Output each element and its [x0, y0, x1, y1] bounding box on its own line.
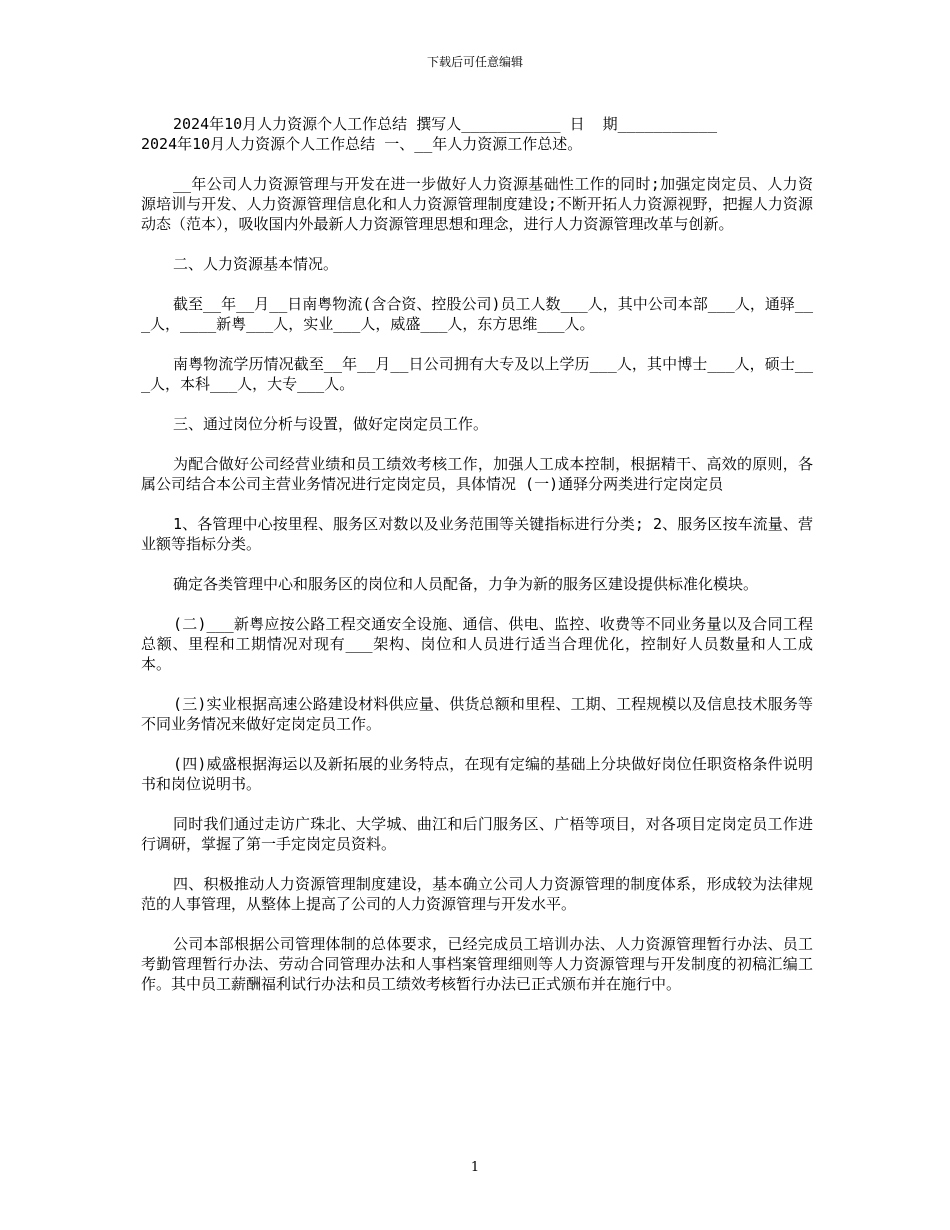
section-heading: 三、通过岗位分析与设置，做好定岗定员工作。: [173, 415, 489, 433]
paragraph: (三)实业根据高速公路建设材料供应量、供货总额和里程、工期、工程规模以及信息技术服务等不同业务情况来做好定岗定员工作。: [141, 695, 813, 733]
section-heading: 四、积极推动人力资源管理制度建设，基本确立公司人力资源管理的制度体系，形成较为法律规范的人事管理，从整体上提高了公司的人力资源管理与开发水平。: [141, 875, 813, 913]
paragraph: (四)威盛根据海运以及新拓展的业务特点，在现有定编的基础上分块做好岗位任职资格条件说明书和岗位说明书。: [141, 755, 813, 793]
paragraph: 截至__年__月__日南粤物流(含合资、控股公司)员工人数___人，其中公司本部___人，通驿___人，____新粤___人，实业___人，威盛___人，东方思维___人。: [141, 295, 813, 333]
paragraph: 公司本部根据公司管理体制的总体要求，已经完成员工培训办法、人力资源管理暂行办法、员工考勤管理暂行办法、劳动合同管理办法和人事档案管理细则等人力资源管理与开发制度的初稿汇编工作。其中员工薪酬福利试行办法和员工绩效考核暂行办法已正式颁布并在施行中。: [141, 935, 813, 993]
paragraph: __年公司人力资源管理与开发在进一步做好人力资源基础性工作的同时;加强定岗定员、人力资源培训与开发、人力资源管理信息化和人力资源管理制度建设;不断开拓人力资源视野，把握人力资源动态（范本），吸收国内外最新人力资源管理思想和理念，进行人力资源管理改革与创新。: [141, 175, 813, 233]
paragraph: 同时我们通过走访广珠北、大学城、曲江和后门服务区、广梧等项目，对各项目定岗定员工作进行调研，掌握了第一手定岗定员资料。: [141, 815, 813, 853]
title-section-one-line: 2024年10月人力资源个人工作总结 一、__年人力资源工作总述。: [141, 135, 583, 153]
page-header: 下载后可任意编辑: [426, 55, 523, 69]
title-author-date-line: 2024年10月人力资源个人工作总结 撰写人___________ 日 期___________: [173, 115, 717, 133]
section-heading: 二、人力资源基本情况。: [173, 255, 339, 273]
paragraph: 为配合做好公司经营业绩和员工绩效考核工作，加强人工成本控制，根据精干、高效的原则，各属公司结合本公司主营业务情况进行定岗定员，具体情况 (一)通驿分两类进行定岗定员: [141, 455, 813, 493]
paragraph: (二)___新粤应按公路工程交通安全设施、通信、供电、监控、收费等不同业务量以及合同工程总额、里程和工期情况对现有___架构、岗位和人员进行适当合理优化，控制好人员数量和人工成本。: [141, 615, 813, 673]
paragraph: 1、各管理中心按里程、服务区对数以及业务范围等关键指标进行分类; 2、服务区按车流量、营业额等指标分类。: [141, 515, 813, 553]
document-body: [141, 114, 813, 1014]
paragraph: 南粤物流学历情况截至__年__月__日公司拥有大专及以上学历___人，其中博士___人，硕士___人，本科___人，大专___人。: [141, 355, 813, 393]
paragraph: 确定各类管理中心和服务区的岗位和人员配备，力争为新的服务区建设提供标准化模块。: [173, 575, 759, 593]
page-number: 1: [470, 1160, 480, 1175]
